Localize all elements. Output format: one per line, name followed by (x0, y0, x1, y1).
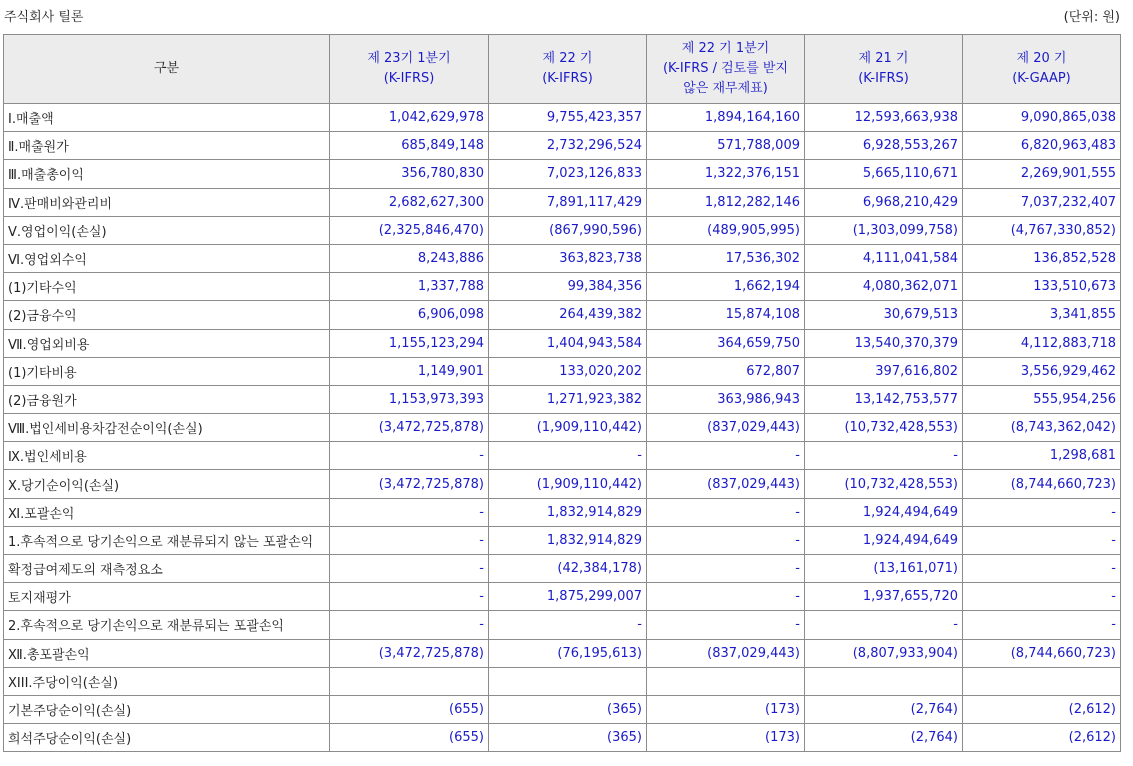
table-row (4, 611, 1121, 639)
value-cell: 4,111,041,584 (805, 244, 963, 272)
value-cell: - (489, 611, 647, 639)
value-cell: 136,852,528 (963, 244, 1121, 272)
value-cell: 13,142,753,577 (805, 385, 963, 413)
value-cell: 133,020,202 (489, 357, 647, 385)
value-cell: 1,404,943,584 (489, 329, 647, 357)
value-cell: 6,928,553,267 (805, 132, 963, 160)
value-cell: - (647, 555, 805, 583)
value-cell: (173) (647, 695, 805, 723)
row-label: Ⅵ.영업외수익 (4, 244, 330, 272)
value-cell (647, 667, 805, 695)
value-cell: 1,149,901 (330, 357, 489, 385)
value-cell: (2,764) (805, 695, 963, 723)
table-row (4, 301, 1121, 329)
value-cell: (1,909,110,442) (489, 470, 647, 498)
value-cell: - (805, 611, 963, 639)
value-cell: (2,325,846,470) (330, 216, 489, 244)
row-label: Ⅶ.영업외비용 (4, 329, 330, 357)
row-label: Ⅸ.법인세비용 (4, 442, 330, 470)
row-label: Ⅳ.판매비와관리비 (4, 188, 330, 216)
row-label: 2.후속적으로 당기손익으로 재분류되는 포괄손익 (4, 611, 330, 639)
value-cell: (837,029,443) (647, 639, 805, 667)
value-cell: - (647, 583, 805, 611)
period-header-line: 제 20 기 (1016, 51, 1067, 66)
value-cell: - (330, 526, 489, 554)
value-cell: - (963, 498, 1121, 526)
value-cell: (655) (330, 695, 489, 723)
row-label: Ⅷ.법인세비용차감전순이익(손실) (4, 414, 330, 442)
value-cell: (489,905,995) (647, 216, 805, 244)
value-cell: 397,616,802 (805, 357, 963, 385)
row-label: Ⅲ.매출총이익 (4, 160, 330, 188)
row-label: (1)기타수익 (4, 273, 330, 301)
value-cell: (3,472,725,878) (330, 470, 489, 498)
value-cell: (76,195,613) (489, 639, 647, 667)
period-header (805, 35, 963, 104)
value-cell: 1,832,914,829 (489, 526, 647, 554)
value-cell: 9,755,423,357 (489, 104, 647, 132)
value-cell: (365) (489, 724, 647, 752)
value-cell: 15,874,108 (647, 301, 805, 329)
value-cell: - (963, 555, 1121, 583)
value-cell: - (330, 555, 489, 583)
value-cell: (3,472,725,878) (330, 639, 489, 667)
value-cell: - (647, 442, 805, 470)
value-cell: 672,807 (647, 357, 805, 385)
row-label: Ⅱ.매출원가 (4, 132, 330, 160)
value-cell: - (330, 583, 489, 611)
table-row (4, 104, 1121, 132)
value-cell: 1,337,788 (330, 273, 489, 301)
value-cell: 2,682,627,300 (330, 188, 489, 216)
table-row (4, 498, 1121, 526)
value-cell: (837,029,443) (647, 414, 805, 442)
value-cell (963, 667, 1121, 695)
value-cell: 363,986,943 (647, 385, 805, 413)
table-row (4, 555, 1121, 583)
table-row (4, 273, 1121, 301)
value-cell: (1,303,099,758) (805, 216, 963, 244)
value-cell: 5,665,110,671 (805, 160, 963, 188)
value-cell: (2,612) (963, 724, 1121, 752)
row-label: (2)금융수익 (4, 301, 330, 329)
value-cell: 1,924,494,649 (805, 498, 963, 526)
value-cell: - (647, 611, 805, 639)
value-cell: - (330, 442, 489, 470)
value-cell: 571,788,009 (647, 132, 805, 160)
value-cell: 4,080,362,071 (805, 273, 963, 301)
value-cell: (1,909,110,442) (489, 414, 647, 442)
row-label: 토지재평가 (4, 583, 330, 611)
table-row (4, 357, 1121, 385)
period-header-line: 제 23기 1분기 (367, 51, 451, 66)
table-row (4, 160, 1121, 188)
table-row (4, 724, 1121, 752)
table-row (4, 470, 1121, 498)
value-cell: 8,243,886 (330, 244, 489, 272)
value-cell: (2,612) (963, 695, 1121, 723)
value-cell: 685,849,148 (330, 132, 489, 160)
value-cell: 2,269,901,555 (963, 160, 1121, 188)
period-header (647, 35, 805, 104)
value-cell: (10,732,428,553) (805, 414, 963, 442)
value-cell: 99,384,356 (489, 273, 647, 301)
row-label: (2)금융원가 (4, 385, 330, 413)
table-row (4, 385, 1121, 413)
value-cell: (42,384,178) (489, 555, 647, 583)
value-cell: 6,820,963,483 (963, 132, 1121, 160)
value-cell (489, 667, 647, 695)
value-cell: 1,875,299,007 (489, 583, 647, 611)
value-cell: (655) (330, 724, 489, 752)
value-cell: 555,954,256 (963, 385, 1121, 413)
period-header-line: 제 22 기 1분기 (681, 41, 770, 56)
row-label: Ⅰ.매출액 (4, 104, 330, 132)
value-cell: 3,556,929,462 (963, 357, 1121, 385)
value-cell: 264,439,382 (489, 301, 647, 329)
value-cell: (13,161,071) (805, 555, 963, 583)
value-cell: 1,662,194 (647, 273, 805, 301)
value-cell: 1,322,376,151 (647, 160, 805, 188)
value-cell: 356,780,830 (330, 160, 489, 188)
table-row (4, 667, 1121, 695)
table-row (4, 639, 1121, 667)
value-cell: 1,832,914,829 (489, 498, 647, 526)
value-cell: 1,298,681 (963, 442, 1121, 470)
value-cell: 17,536,302 (647, 244, 805, 272)
value-cell: 6,968,210,429 (805, 188, 963, 216)
period-header-line: (K-IFRS) (858, 71, 909, 86)
value-cell: 1,271,923,382 (489, 385, 647, 413)
table-row (4, 695, 1121, 723)
value-cell: 13,540,370,379 (805, 329, 963, 357)
value-cell: (4,767,330,852) (963, 216, 1121, 244)
period-header (963, 35, 1121, 104)
value-cell: 12,593,663,938 (805, 104, 963, 132)
value-cell: 7,891,117,429 (489, 188, 647, 216)
value-cell: (365) (489, 695, 647, 723)
value-cell: - (963, 611, 1121, 639)
value-cell: (837,029,443) (647, 470, 805, 498)
corner-header: 구분 (4, 35, 330, 104)
row-label: XIII.주당이익(손실) (4, 667, 330, 695)
table-row (4, 244, 1121, 272)
value-cell: 2,732,296,524 (489, 132, 647, 160)
value-cell: 1,894,164,160 (647, 104, 805, 132)
period-header-line: (K-IFRS) (383, 71, 435, 86)
period-header-line: 제 22 기 (542, 51, 593, 66)
row-label: Ⅹ.당기순이익(손실) (4, 470, 330, 498)
value-cell: 133,510,673 (963, 273, 1121, 301)
value-cell: 1,937,655,720 (805, 583, 963, 611)
row-label: Ⅴ.영업이익(손실) (4, 216, 330, 244)
table-row (4, 132, 1121, 160)
value-cell: 1,155,123,294 (330, 329, 489, 357)
value-cell: - (963, 583, 1121, 611)
value-cell: 6,906,098 (330, 301, 489, 329)
value-cell: 3,341,855 (963, 301, 1121, 329)
table-row (4, 329, 1121, 357)
value-cell: (3,472,725,878) (330, 414, 489, 442)
value-cell: 1,042,629,978 (330, 104, 489, 132)
value-cell: - (963, 526, 1121, 554)
value-cell: - (805, 442, 963, 470)
period-header-line: 않은 재무제표) (683, 81, 768, 96)
value-cell: 363,823,738 (489, 244, 647, 272)
row-label: 1.후속적으로 당기손익으로 재분류되지 않는 포괄손익 (4, 526, 330, 554)
table-row (4, 442, 1121, 470)
value-cell (330, 667, 489, 695)
value-cell: (2,764) (805, 724, 963, 752)
value-cell: 1,812,282,146 (647, 188, 805, 216)
row-label: Ⅺ.포괄손익 (4, 498, 330, 526)
period-header-line: (K-GAAP) (1012, 71, 1071, 86)
value-cell: 1,924,494,649 (805, 526, 963, 554)
value-cell: 30,679,513 (805, 301, 963, 329)
period-header-line: (K-IFRS / 검토를 받지 (662, 61, 789, 76)
value-cell: 7,037,232,407 (963, 188, 1121, 216)
table-row (4, 583, 1121, 611)
value-cell: 9,090,865,038 (963, 104, 1121, 132)
unit-label: (단위: 원) (1063, 10, 1120, 25)
value-cell: 7,023,126,833 (489, 160, 647, 188)
table-row (4, 526, 1121, 554)
value-cell: 4,112,883,718 (963, 329, 1121, 357)
table-row (4, 216, 1121, 244)
value-cell: 1,153,973,393 (330, 385, 489, 413)
table-row (4, 414, 1121, 442)
value-cell: (8,807,933,904) (805, 639, 963, 667)
row-label: 희석주당순이익(손실) (4, 724, 330, 752)
value-cell: 364,659,750 (647, 329, 805, 357)
value-cell: - (330, 611, 489, 639)
table-header-row (4, 35, 1121, 104)
value-cell: - (647, 498, 805, 526)
period-header-line: 제 21 기 (858, 51, 909, 66)
row-label: (1)기타비용 (4, 357, 330, 385)
row-label: 기본주당순이익(손실) (4, 695, 330, 723)
value-cell: - (330, 498, 489, 526)
value-cell: (8,743,362,042) (963, 414, 1121, 442)
value-cell: (8,744,660,723) (963, 639, 1121, 667)
value-cell: (867,990,596) (489, 216, 647, 244)
value-cell: (10,732,428,553) (805, 470, 963, 498)
row-label: Ⅻ.총포괄손익 (4, 639, 330, 667)
table-body (4, 104, 1121, 752)
value-cell: - (489, 442, 647, 470)
period-header (330, 35, 489, 104)
row-label: 확정급여제도의 재측정요소 (4, 555, 330, 583)
value-cell: (8,744,660,723) (963, 470, 1121, 498)
document-header (0, 0, 1133, 34)
company-name: 주식회사 틸론 (4, 10, 84, 25)
period-header-line: (K-IFRS) (542, 71, 593, 86)
value-cell: - (647, 526, 805, 554)
value-cell (805, 667, 963, 695)
value-cell: (173) (647, 724, 805, 752)
period-header (489, 35, 647, 104)
income-statement-table (3, 34, 1121, 752)
table-row (4, 188, 1121, 216)
